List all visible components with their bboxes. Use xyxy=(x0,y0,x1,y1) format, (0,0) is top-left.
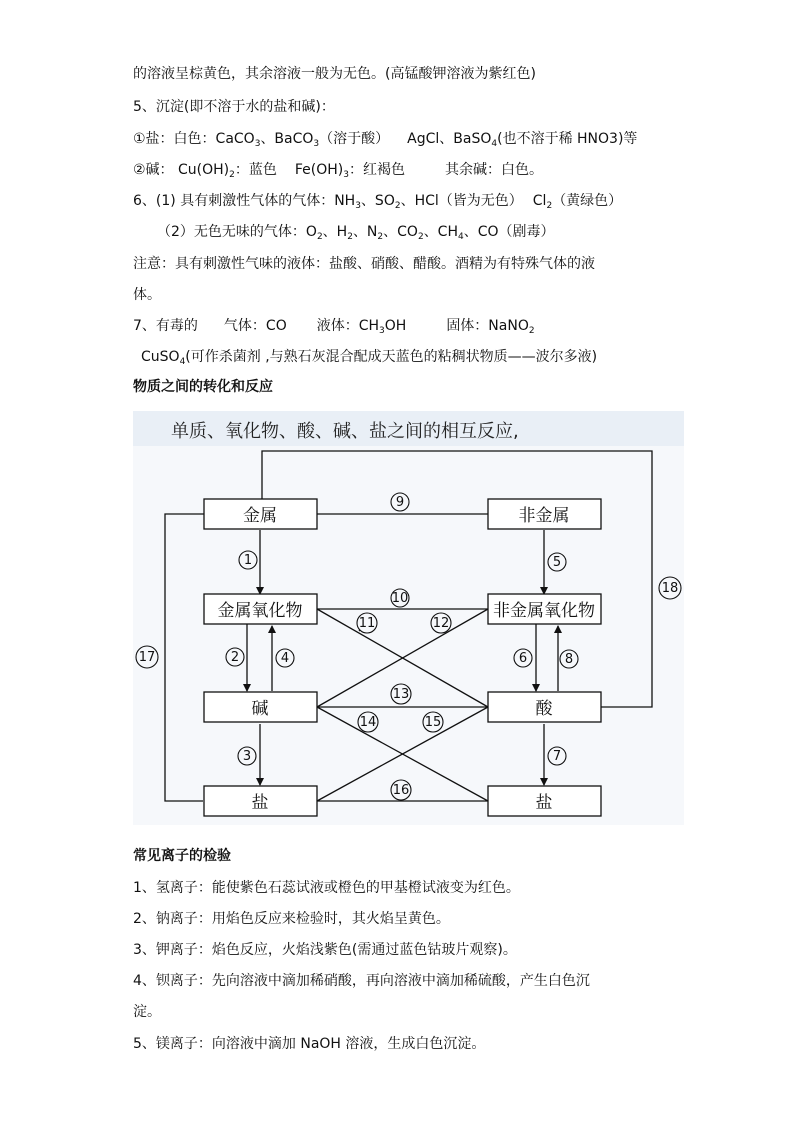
svg-text:16: 16 xyxy=(392,783,410,798)
text-line: ②碱： $Cu(OH)_2$：蓝色 $Fe(OH)_3$：红褐色 其余碱：白色。 xyxy=(133,162,543,180)
node-acid xyxy=(488,692,601,722)
svg-text:9: 9 xyxy=(395,495,405,510)
node-base xyxy=(204,692,317,722)
node-nonmetal xyxy=(488,499,601,529)
svg-text:12: 12 xyxy=(432,616,450,631)
svg-text:17: 17 xyxy=(138,650,156,665)
node-metal xyxy=(204,499,317,529)
svg-text:3: 3 xyxy=(242,749,252,764)
svg-text:5: 5 xyxy=(552,555,562,570)
svg-text:11: 11 xyxy=(358,616,376,631)
svg-text:非金属: 非金属 xyxy=(518,506,570,526)
svg-text:4: 4 xyxy=(280,651,290,666)
text-line: 5、镁离子：向溶液中滴加 NaOH 溶液，生成白色沉淀。 xyxy=(133,1036,486,1052)
diagram-title: 单质、氧化物、酸、碱、盐之间的相互反应, xyxy=(171,421,519,442)
text-line: CuSO$_4$(可作杀菌剂 ,与熟石灰混合配成天蓝色的粘稠状物质——波尔多液) xyxy=(141,349,598,367)
svg-text:盐: 盐 xyxy=(535,793,553,813)
text-line: 2、钠离子：用焰色反应来检验时，其火焰呈黄色。 xyxy=(133,911,450,927)
svg-text:7: 7 xyxy=(552,749,562,764)
text-line: （2）无色无味的气体：$O_2$、$H_2$、$N_2$、$CO_2$、$CH_4$、CO（剧毒） xyxy=(157,224,555,242)
svg-text:碱: 碱 xyxy=(251,699,269,719)
svg-text:酸: 酸 xyxy=(535,699,553,719)
svg-text:8: 8 xyxy=(564,652,574,667)
svg-text:1: 1 xyxy=(243,553,253,568)
text-line: 5、沉淀(即不溶于水的盐和碱)： xyxy=(133,99,335,115)
svg-text:金属氧化物: 金属氧化物 xyxy=(217,601,303,621)
svg-text:非金属氧化物: 非金属氧化物 xyxy=(493,601,595,621)
text-line: 6、(1) 具有刺激性气体的气体：$NH_3$、$SO_2$、HCl（皆为无色） $Cl_2$（黄绿色） xyxy=(133,193,623,211)
edge-18 xyxy=(262,451,652,707)
text-line: 体。 xyxy=(133,287,161,303)
text-line: ①盐：白色：CaCO$_3$、BaCO$_3$（溶于酸） AgCl、BaSO$_4$(也不溶于稀 HNO3)等 xyxy=(133,131,638,149)
svg-text:10: 10 xyxy=(391,591,409,606)
svg-text:金属: 金属 xyxy=(243,506,277,526)
svg-text:14: 14 xyxy=(359,715,377,730)
text-line: 4、钡离子：先向溶液中滴加稀硝酸，再向溶液中滴加稀硫酸，产生白色沉 xyxy=(133,973,590,989)
section-heading: 常见离子的检验 xyxy=(133,848,231,864)
svg-text:18: 18 xyxy=(661,581,679,596)
node-metal-oxide xyxy=(204,594,317,624)
section-heading: 物质之间的转化和反应 xyxy=(133,379,273,395)
svg-text:15: 15 xyxy=(424,715,442,730)
node-nonmetal-oxide xyxy=(488,594,601,624)
edge-17 xyxy=(165,514,204,801)
reaction-diagram xyxy=(133,411,684,825)
svg-text:盐: 盐 xyxy=(251,793,269,813)
text-line: 3、钾离子：焰色反应，火焰浅紫色(需通过蓝色钴玻片观察)。 xyxy=(133,942,517,958)
text-line: 淀。 xyxy=(133,1004,161,1020)
svg-text:2: 2 xyxy=(230,650,240,665)
text-line: 1、氢离子：能使紫色石蕊试液或橙色的甲基橙试液变为红色。 xyxy=(133,880,520,896)
node-salt-right xyxy=(488,786,601,816)
svg-text:6: 6 xyxy=(518,651,528,666)
text-line: 的溶液呈棕黄色，其余溶液一般为无色。(高锰酸钾溶液为紫红色) xyxy=(133,66,536,82)
svg-text:13: 13 xyxy=(392,687,410,702)
text-line: 注意：具有刺激性气味的液体：盐酸、硝酸、醋酸。酒精为有特殊气体的液 xyxy=(133,256,595,272)
text-line: 7、有毒的 气体：CO 液体：$CH_3OH$ 固体：NaNO$_2$ xyxy=(133,318,535,336)
node-salt-left xyxy=(204,786,317,816)
